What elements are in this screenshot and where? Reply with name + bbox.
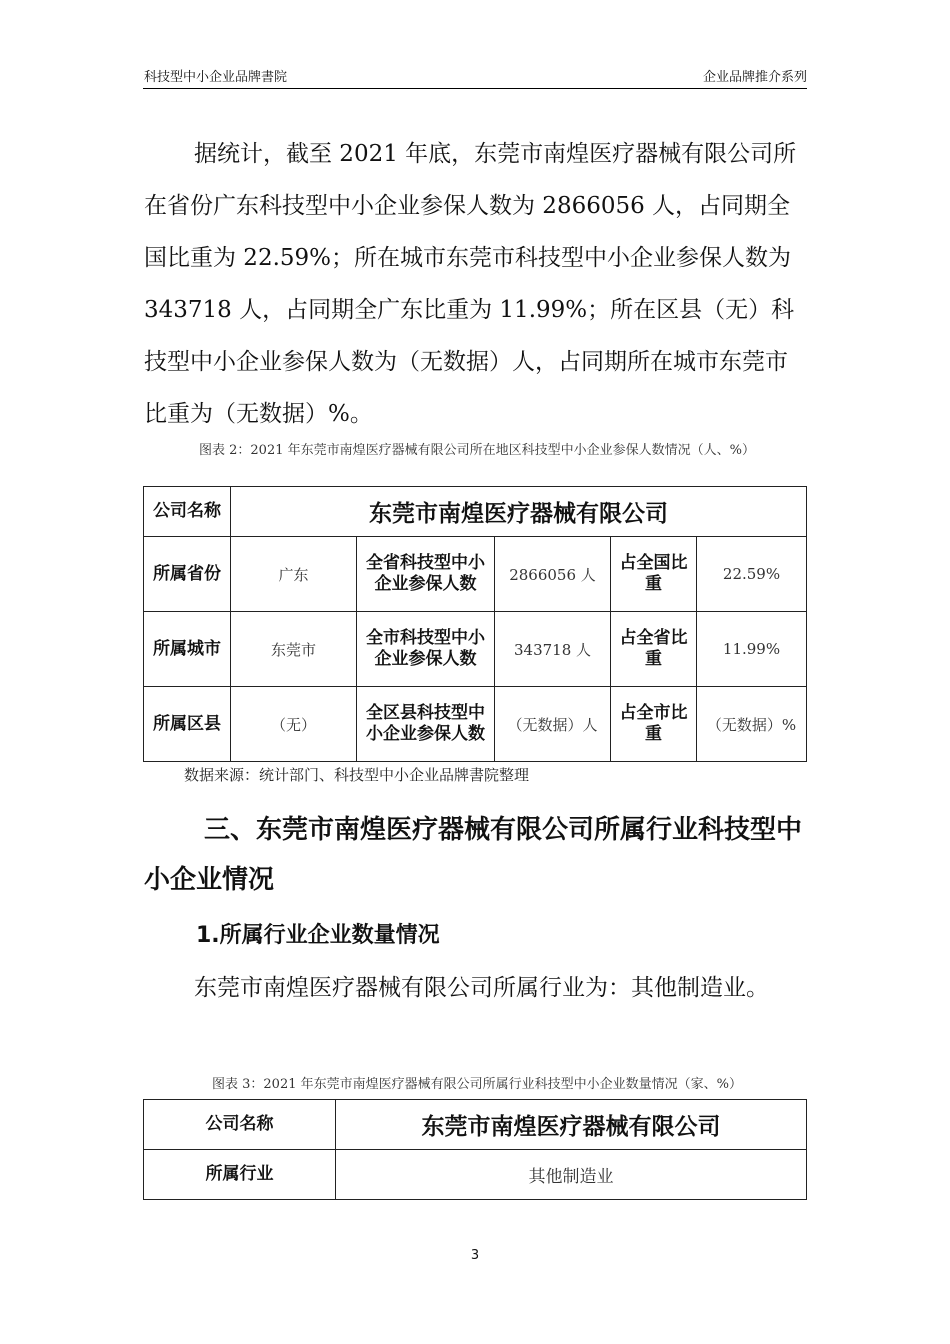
share-value: （无数据）% [697,687,807,762]
table3-industry [143,1099,807,1200]
share-label: 占全市比重 [611,687,697,762]
table-row [144,687,807,762]
table2-source-note: 数据来源：统计部门、科技型中小企业品牌書院整理 [184,766,530,784]
header-left-title: 科技型中小企业品牌書院 [144,70,288,85]
company-name-label: 公司名称 [144,487,231,537]
share-value: 22.59% [697,537,807,612]
metric-label: 全区县科技型中小企业参保人数 [357,687,495,762]
header-rule [143,88,807,89]
metric-label: 全省科技型中小企业参保人数 [357,537,495,612]
header-right-title: 企业品牌推介系列 [702,70,807,85]
place-value: 广东 [231,537,357,612]
metric-value: （无数据）人 [495,687,611,762]
page-number: 3 [470,1248,480,1263]
paragraph-industry: 东莞市南煌医疗器械有限公司所属行业为：其他制造业。 [194,975,769,1001]
row-label: 所属区县 [144,687,231,762]
row-label: 所属省份 [144,537,231,612]
share-value: 11.99% [697,612,807,687]
share-label: 占全国比重 [611,537,697,612]
table3-row-industry [144,1150,807,1200]
company-name-label: 公司名称 [144,1100,336,1150]
metric-label: 全市科技型中小企业参保人数 [357,612,495,687]
subsection-heading: 1.所属行业企业数量情况 [196,923,440,948]
place-value: （无） [231,687,357,762]
table2-caption: 图表 2：2021 年东莞市南煌医疗器械有限公司所在地区科技型中小企业参保人数情况（人、%） [199,443,755,458]
metric-value: 343718 人 [495,612,611,687]
table3-row-company [144,1100,807,1150]
table2-insured-employees [143,486,807,762]
company-name-value: 东莞市南煌医疗器械有限公司 [231,487,807,537]
place-value: 东莞市 [231,612,357,687]
company-name-value: 东莞市南煌医疗器械有限公司 [336,1100,807,1150]
table-row [144,612,807,687]
table3-caption: 图表 3：2021 年东莞市南煌医疗器械有限公司所属行业科技型中小企业数量情况（家、%） [212,1077,742,1092]
industry-label: 所属行业 [144,1150,336,1200]
industry-value: 其他制造业 [336,1150,807,1200]
table2-row-company [144,487,807,537]
metric-value: 2866056 人 [495,537,611,612]
section-heading: 三、东莞市南煌医疗器械有限公司所属行业科技型中小企业情况 [144,815,803,895]
paragraph-statistics: 据统计，截至 2021 年底，东莞市南煌医疗器械有限公司所在省份广东科技型中小企业参保人数为 2866056 人，占同期全国比重为 22.59%；所在城市东莞市科技型中小企业参保人数为 343718 人，占同期全广东比重为 11.99%；所在区县（无）科技型中小企业参保人数为（无数据）人，占同期所在城市东莞市比重为（无数据）%。 [144,141,797,427]
row-label: 所属城市 [144,612,231,687]
share-label: 占全省比重 [611,612,697,687]
table-row [144,537,807,612]
